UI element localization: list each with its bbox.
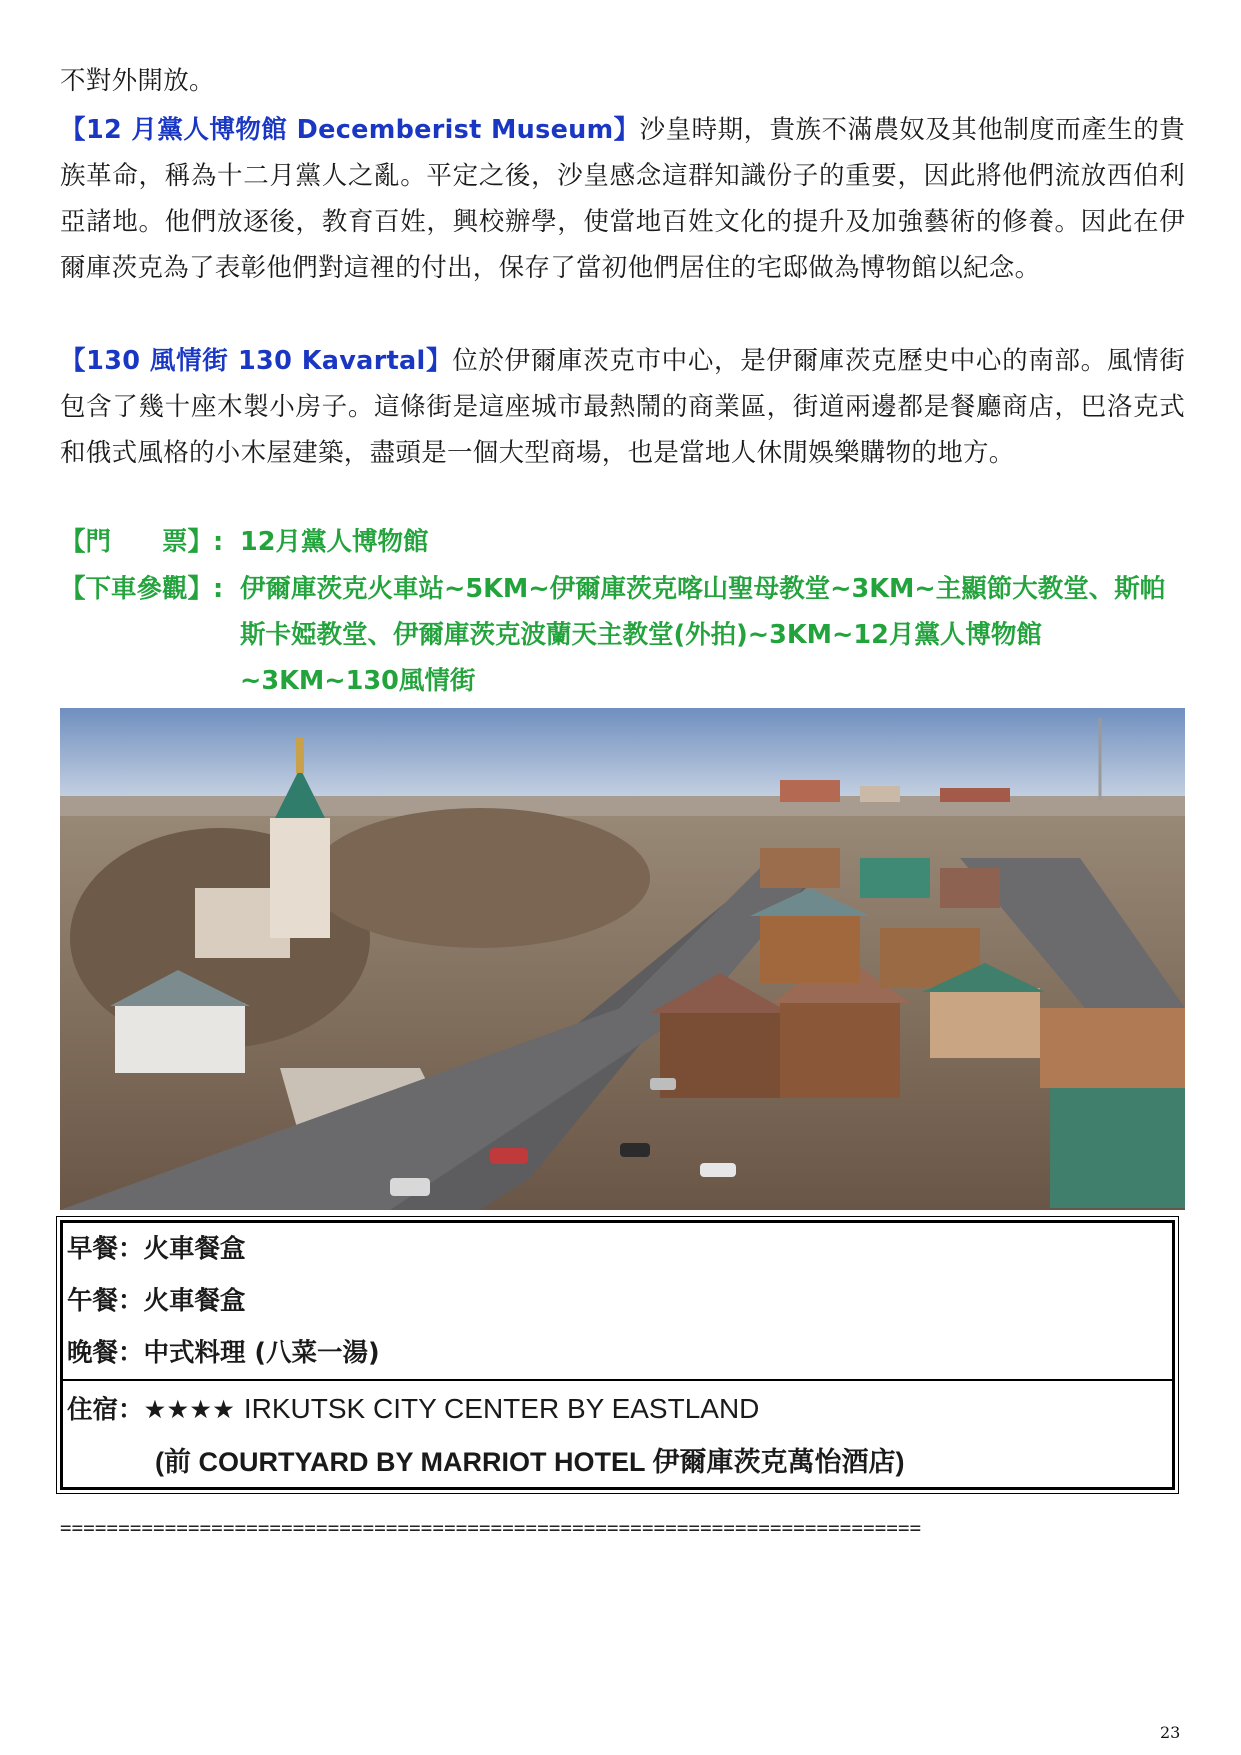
ticket-value: 12月黨人博物館 [240,527,429,557]
hotel-former-name: (前 COURTYARD BY MARRIOT HOTEL 伊爾庫茨克萬怡酒店) [155,1447,905,1477]
hotel-name: IRKUTSK CITY CENTER BY EASTLAND [243,1393,760,1424]
lodging-label: 住宿： [67,1395,144,1425]
kvartal-heading: 【130 風情街 130 Kavartal】 [60,346,453,376]
visit-route: 伊爾庫茨克火車站~5KM~伊爾庫茨克喀山聖母教堂~3KM~主顯節大教堂、斯帕斯卡婭教堂、伊爾庫茨克波蘭天主教堂(外拍)~3KM~12月黨人博物館~3KM~130風情街 [240,574,1166,696]
lunch-row: 午餐：火車餐盒 [67,1286,246,1316]
irkutsk-aerial-photo [60,708,1185,1210]
visit-label: 【下車參觀】: [60,574,224,604]
visit-line [60,566,1185,704]
ticket-label: 【門 票】: [60,527,224,557]
kvartal-text: 位於伊爾庫茨克市中心，是伊爾庫茨克歷史中心的南部。風情街包含了幾十座木製小房子。這條街是這座城市最熱鬧的商業區，街道兩邊都是餐廳商店，巴洛克式和俄式風格的小木屋建築，盡頭是一個大型商場，也是當地人休閒娛樂購物的地方。 [60,346,1186,468]
box-divider [63,1379,1172,1381]
intro-line: 不對外開放。 [60,66,215,96]
page-number: 23 [1160,1723,1181,1742]
kvartal-paragraph [60,338,1185,476]
decemberist-text: 沙皇時期，貴族不滿農奴及其他制度而產生的貴族革命，稱為十二月黨人之亂。平定之後，沙皇感念這群知識份子的重要，因此將他們流放西伯利亞諸地。他們放逐後，教育百姓，興校辦學，使當地百姓文化的提升及加強藝術的修養。因此在伊爾庫茨克為了表彰他們對這裡的付出，保存了當初他們居住的宅邸做為博物館以紀念。 [60,115,1185,283]
decemberist-heading: 【12 月黨人博物館 Decemberist Museum】 [60,115,640,145]
separator-line: ========================================================================== [60,1517,922,1539]
lodging-block [67,1383,905,1488]
breakfast-row: 早餐：火車餐盒 [67,1234,246,1264]
dinner-row: 晚餐：中式料理 (八菜一湯) [67,1338,380,1368]
ticket-line [60,519,1185,565]
lodging-row [67,1383,905,1436]
star-rating: ★★★★ [143,1395,235,1425]
decemberist-paragraph [60,107,1185,291]
meals-lodging-box [60,1220,1175,1490]
